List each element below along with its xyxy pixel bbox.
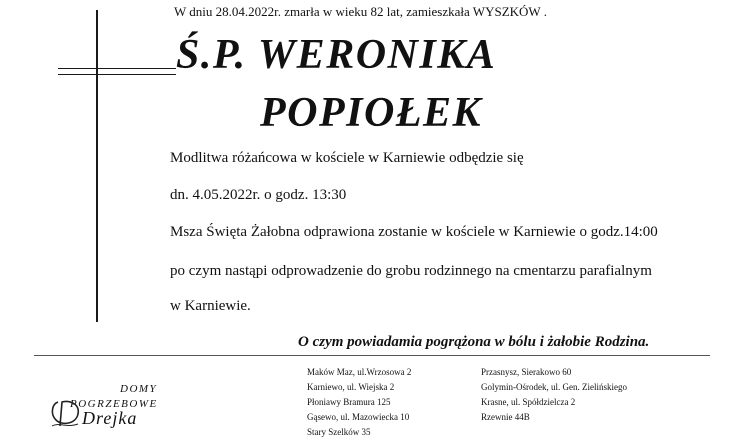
- logo-name: Drejka: [82, 408, 138, 428]
- cross-horizontal-bar-top: [58, 68, 176, 69]
- body-line-burial: po czym nastąpi odprowadzenie do grobu rodzinnego na cmentarzu parafialnym: [170, 263, 652, 279]
- body-line-place: w Karniewie.: [170, 298, 251, 314]
- cross-horizontal-bar-bottom: [58, 74, 176, 75]
- address-right-1: Przasnysz, Sierakowo 60: [481, 367, 572, 377]
- body-line-rosary: Modlitwa różańcowa w kościele w Karniewie odbędzie się: [170, 150, 524, 166]
- address-right-3: Krasne, ul. Spółdzielcza 2: [481, 397, 576, 407]
- logo-line1: DOMY: [120, 383, 158, 395]
- address-left-1: Maków Maz, ul.Wrzosowa 2: [307, 367, 412, 377]
- address-right-4: Rzewnie 44B: [481, 412, 530, 422]
- deceased-name-line1: Ś.P. WERONIKA: [176, 32, 497, 78]
- closing-text: O czym powiadamia pogrążona w bólu i żałobie Rodzina.: [298, 334, 650, 350]
- body-line-date: dn. 4.05.2022r. o godz. 13:30: [170, 187, 347, 203]
- cross-vertical-bar: [96, 10, 98, 322]
- address-right-2: Golymin-Ośrodek, ul. Gen. Zielińskiego: [481, 382, 627, 392]
- logo-script-d-icon: [48, 396, 84, 430]
- deceased-name-line2: POPIOŁEK: [260, 90, 482, 136]
- address-left-3: Płoniawy Bramura 125: [307, 397, 391, 407]
- footer-divider: [34, 355, 710, 356]
- intro-text: W dniu 28.04.2022r. zmarła w wieku 82 lat, zamieszkała WYSZKÓW .: [174, 4, 547, 19]
- logo-line2: POGRZEBOWE: [70, 398, 158, 410]
- address-left-5: Stary Szelków 35: [307, 427, 371, 437]
- address-left-4: Gąsewo, ul. Mazowiecka 10: [307, 412, 410, 422]
- body-line-mass: Msza Święta Żałobna odprawiona zostanie w kościele w Karniewie o godz.14:00: [170, 224, 658, 240]
- address-left-2: Karniewo, ul. Wiejska 2: [307, 382, 395, 392]
